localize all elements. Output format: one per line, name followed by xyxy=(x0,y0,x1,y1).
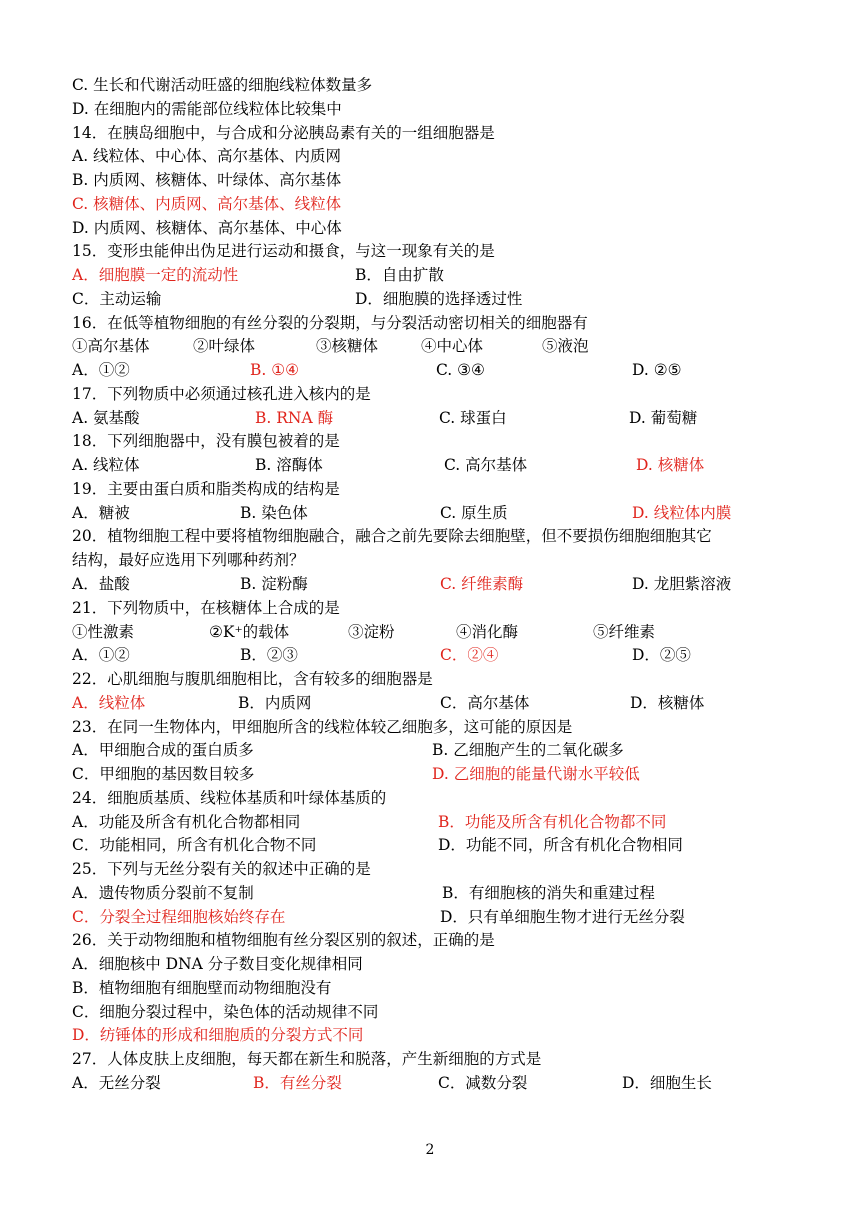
text-segment: D. 龙胆紫溶液 xyxy=(632,575,732,593)
text-segment: 26．关于动物细胞和植物细胞有丝分裂区别的叙述，正确的是 xyxy=(72,931,495,949)
text-segment: A．无丝分裂 xyxy=(72,1074,161,1092)
text-segment: ③核糖体 xyxy=(316,337,379,355)
text-segment: C. 球蛋白 xyxy=(439,409,507,427)
text-segment: ⑤纤维素 xyxy=(593,623,656,641)
text-segment: 19．主要由蛋白质和脂类构成的结构是 xyxy=(72,480,340,498)
text-segment: C. 原生质 xyxy=(440,504,508,522)
page-number: 2 xyxy=(425,1142,435,1158)
text-segment: C．高尔基体 xyxy=(440,694,530,712)
text-segment: A. 氨基酸 xyxy=(72,409,140,427)
text-segment: A．细胞核中 DNA 分子数目变化规律相同 xyxy=(72,955,363,973)
answer-option: D. 乙细胞的能量代谢水平较低 xyxy=(432,765,640,783)
text-segment: A. 线粒体、中心体、高尔基体、内质网 xyxy=(72,147,342,165)
text-segment: C．主动运输 xyxy=(72,290,162,308)
text-segment: 22．心肌细胞与腹肌细胞相比，含有较多的细胞器是 xyxy=(72,670,433,688)
text-segment: ⑤液泡 xyxy=(542,337,589,355)
text-segment: 20．植物细胞工程中要将植物细胞融合，融合之前先要除去细胞壁，但不要损伤细胞细胞其它 xyxy=(72,527,712,545)
text-segment: 18．下列细胞器中，没有膜包被着的是 xyxy=(72,432,340,450)
text-segment: ②叶绿体 xyxy=(193,337,256,355)
text-segment: ①高尔基体 xyxy=(72,337,150,355)
answer-option: B. ①④ xyxy=(250,361,300,379)
text-segment: B. 染色体 xyxy=(240,504,308,522)
text-segment: C．功能相同，所含有机化合物不同 xyxy=(72,836,317,854)
answer-option: D. 线粒体内膜 xyxy=(632,504,732,522)
text-segment: B．②③ xyxy=(240,646,298,664)
text-segment: A．①② xyxy=(72,361,130,379)
text-segment: D．细胞膜的选择透过性 xyxy=(355,290,523,308)
text-segment: 14．在胰岛细胞中，与合成和分泌胰岛素有关的一组细胞器是 xyxy=(72,124,495,142)
text-segment: C. 生长和代谢活动旺盛的细胞线粒体数量多 xyxy=(72,76,373,94)
text-segment: ②K⁺的载体 xyxy=(209,623,290,641)
answer-option: A．细胞膜一定的流动性 xyxy=(72,266,239,284)
text-segment: 17．下列物质中必须通过核孔进入核内的是 xyxy=(72,385,371,403)
text-segment: C. ③④ xyxy=(436,361,485,379)
answer-option: C．分裂全过程细胞核始终存在 xyxy=(72,908,286,926)
text-segment: A．遗传物质分裂前不复制 xyxy=(72,884,254,902)
text-segment: C. 高尔基体 xyxy=(444,456,528,474)
answer-option: D. 核糖体 xyxy=(636,456,705,474)
text-segment: ①性激素 xyxy=(72,623,135,641)
text-segment: B．有细胞核的消失和重建过程 xyxy=(442,884,655,902)
answer-option: C．②④ xyxy=(440,646,499,664)
answer-option: B. RNA 酶 xyxy=(255,409,334,427)
text-segment: D. 葡萄糖 xyxy=(629,409,698,427)
text-segment: 21．下列物质中，在核糖体上合成的是 xyxy=(72,599,340,617)
text-segment: B．内质网 xyxy=(238,694,312,712)
text-segment: 25．下列与无丝分裂有关的叙述中正确的是 xyxy=(72,860,371,878)
text-segment: B．植物细胞有细胞壁而动物细胞没有 xyxy=(72,979,332,997)
text-segment: C．减数分裂 xyxy=(438,1074,528,1092)
text-segment: D．核糖体 xyxy=(630,694,705,712)
text-segment: A．盐酸 xyxy=(72,575,130,593)
text-segment: A．功能及所含有机化合物都相同 xyxy=(72,813,301,831)
text-segment: ④中心体 xyxy=(421,337,484,355)
answer-option: B．功能及所含有机化合物都不同 xyxy=(438,813,667,831)
answer-option: D．纺锤体的形成和细胞质的分裂方式不同 xyxy=(72,1026,364,1044)
answer-option: C. 纤维素酶 xyxy=(440,575,524,593)
text-segment: D. 在细胞内的需能部位线粒体比较集中 xyxy=(72,100,342,118)
text-segment: 15．变形虫能伸出伪足进行运动和摄食，与这一现象有关的是 xyxy=(72,242,495,260)
text-segment: A．甲细胞合成的蛋白质多 xyxy=(72,741,254,759)
text-segment: D．功能不同，所含有机化合物相同 xyxy=(438,836,683,854)
text-segment: D．②⑤ xyxy=(632,646,691,664)
text-segment: ④消化酶 xyxy=(456,623,519,641)
text-segment: D．细胞生长 xyxy=(622,1074,712,1092)
text-segment: D. ②⑤ xyxy=(632,361,682,379)
text-segment: 16．在低等植物细胞的有丝分裂的分裂期，与分裂活动密切相关的细胞器有 xyxy=(72,314,588,332)
text-segment: 23．在同一生物体内，甲细胞所含的线粒体较乙细胞多，这可能的原因是 xyxy=(72,718,573,736)
answer-option: B．有丝分裂 xyxy=(253,1074,342,1092)
text-segment: D．只有单细胞生物才进行无丝分裂 xyxy=(440,908,685,926)
text-segment: 27．人体皮肤上皮细胞，每天都在新生和脱落，产生新细胞的方式是 xyxy=(72,1050,542,1068)
text-segment: C．细胞分裂过程中，染色体的活动规律不同 xyxy=(72,1003,379,1021)
text-segment: B．自由扩散 xyxy=(355,266,444,284)
text-segment: A．①② xyxy=(72,646,130,664)
text-segment: D. 内质网、核糖体、高尔基体、中心体 xyxy=(72,219,342,237)
text-segment: B. 溶酶体 xyxy=(255,456,323,474)
answer-option: A．线粒体 xyxy=(72,694,146,712)
text-segment: B. 淀粉酶 xyxy=(240,575,308,593)
text-segment: A．糖被 xyxy=(72,504,130,522)
text-segment: C．甲细胞的基因数目较多 xyxy=(72,765,255,783)
text-segment: B. 内质网、核糖体、叶绿体、高尔基体 xyxy=(72,171,342,189)
text-segment: ③淀粉 xyxy=(348,623,395,641)
text-segment: 24．细胞质基质、线粒体基质和叶绿体基质的 xyxy=(72,789,387,807)
text-segment: B. 乙细胞产生的二氧化碳多 xyxy=(432,741,624,759)
text-segment: 结构，最好应选用下列哪种药剂？ xyxy=(72,551,305,569)
text-segment: A. 线粒体 xyxy=(72,456,140,474)
answer-option: C. 核糖体、内质网、高尔基体、线粒体 xyxy=(72,195,342,213)
